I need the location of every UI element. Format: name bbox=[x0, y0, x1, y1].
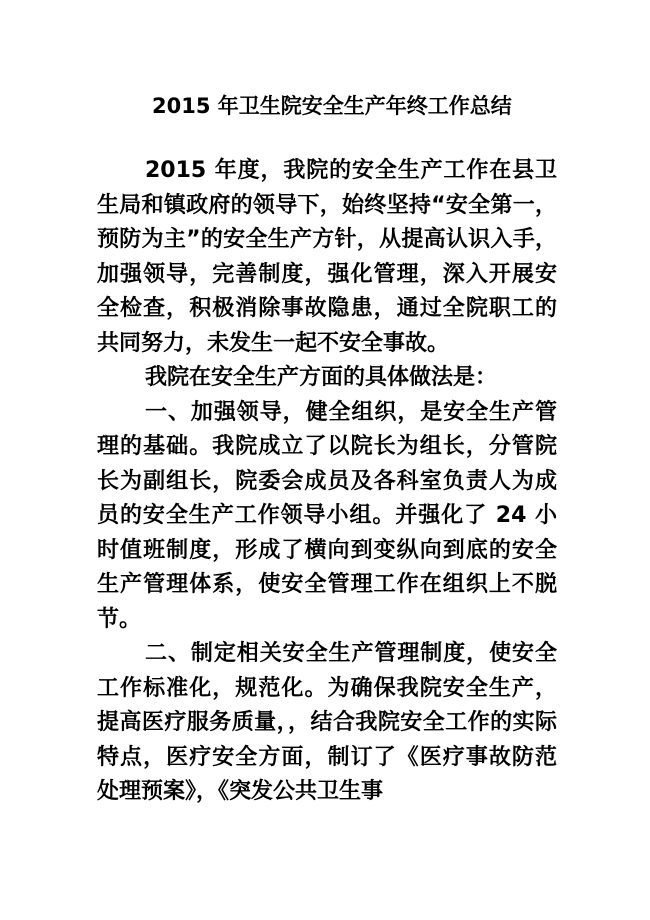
paragraph-intro: 2015 年度，我院的安全生产工作在县卫生局和镇政府的领导下，始终坚持“安全第一，预防为主”的安全生产方针，从提高认识入手，加强领导，完善制度，强化管理，深入开展安全检查，积极消除事故隐患，通过全院职工的共同努力，未发生一起不安全事故。 bbox=[97, 158, 557, 356]
paragraph-section-2: 二、制定相关安全生产管理制度，使安全工作标准化，规范化。为确保我院安全生产，提高医疗服务质量，，结合我院安全工作的实际特点，医疗安全方面，制订了《医疗事故防范处理预案》，《突发公共卫生事 bbox=[97, 641, 557, 804]
paragraph-section-1: 一、加强领导，健全组织，是安全生产管理的基础。我院成立了以院长为组长，分管院长为副组长，院委会成员及各科室负责人为成员的安全生产工作领导小组。并强化了 24 小时值班制度，形成了横向到变纵向到底的安全生产管理体系，使安全管理工作在组织上不脱节。 bbox=[97, 399, 557, 632]
paragraph-methods-intro: 我院在安全生产方面的具体做法是： bbox=[145, 365, 498, 390]
document-title: 2015 年卫生院安全生产年终工作总结 bbox=[152, 94, 512, 118]
document-body bbox=[97, 154, 557, 810]
